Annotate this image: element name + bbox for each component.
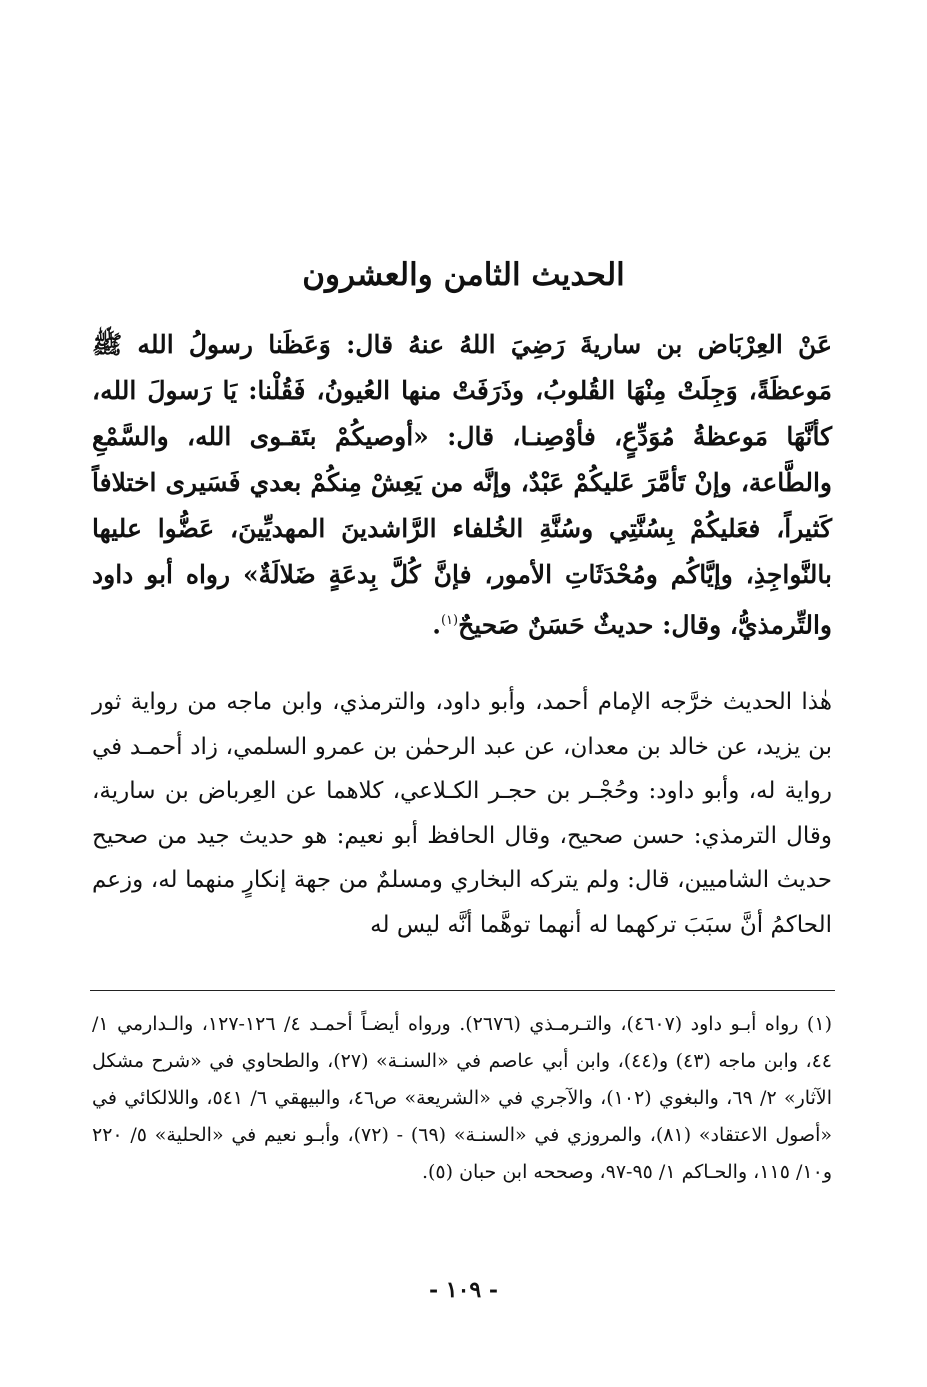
hadith-text [92, 322, 832, 648]
hadith-end-mark: . [432, 610, 441, 640]
footnote-text: (١) رواه أبـو داود (٤٦٠٧)، والتـرمـذي (٢٦٧٦). ورواه أيضـاً أحمـد ٤/ ١٢٦-١٢٧، والـدارمي ١/ ٤٤، وابن ماجه (٤٣) و(٤٤)، وابن أبي عاصم في «السنـة» (٢٧)، والطحاوي في «شرح مشكل الآثار» ٢/ ٦٩، والبغوي (١٠٢)، والآجري في «الشريعة» ص٤٦، والبيهقي ٦/ ٥٤١، واللالكائي في «أصول الاعتقاد» (٨١)، والمروزي في «السنـة» (٦٩) - (٧٢)، وأبـو نعيم في «الحلية» ٥/ ٢٢٠ و١٠/ ١١٥، والحـاكم ١/ ٩٥-٩٧، وصححه ابن حبان (٥). [92, 1013, 832, 1183]
page-number: - ١٠٩ - [428, 1277, 499, 1303]
footnote-reference: (١) [440, 613, 459, 628]
footnote-divider [90, 990, 835, 991]
commentary-paragraph: هٰذا الحديث خرَّجه الإمام أحمد، وأبو داود، والترمذي، وابن ماجه من رواية ثور بن يزيد، عن خالد بن معدان، عن عبد الرحمٰن بن عمرو السلمي، زاد أحمـد في رواية له، وأبو داود: وحُجْـر بن حجـر الكـلاعي، كلاهما عن العِرباض بن سارية، وقال الترمذي: حسن صحيح، وقال الحافظ أبو نعيم: هو حديث جيد من صحيح حديث الشاميين، قال: ولم يتركه البخاري ومسلمٌ من جهة إنكارٍ منهما له، وزعم الحاكمُ أنَّ سبَبَ تركهما له أنهما توهَّما أنَّه ليس له [92, 689, 832, 938]
hadith-body: عَنْ العِرْبَاض بن ساريةَ رَضِيَ اللهُ عنهُ قال: وَعَظَنا رسولُ الله ﷺ مَوعظَةً، وَجِلَتْ مِنْهَا القُلوبُ، وذَرَفَتْ منها العُيونُ، فَقُلْنا: يَا رَسولَ الله، كأنَّهَا مَوعظةُ مُوَدِّعٍ، فأوْصِنـا، قال: «أوصيكُمْ بتَقـوى الله، والسَّمْعِ والطَّاعة، وإنْ تَأمَّرَ عَليكُمْ عَبْدٌ، وإنَّه من يَعِشْ مِنكُمْ بعدي فَسَيرى اختلافاً كَثيراً، فعَليكُمْ بِسُنَّتِي وسُنَّةِ الخُلفاء الرَّاشدينَ المهديِّينَ، عَضُّوا عليها بالنَّواجِذِ، وإيَّاكُم ومُحْدَثَاتِ الأمور، فإنَّ كُلَّ بِدعَةٍ ضَلالَةٌ» رواه أبو داود والتِّرمذيُّ، وقال: حديثٌ حَسَنٌ صَحيحٌ [92, 330, 832, 640]
hadith-title: الحديث الثامن والعشرون [302, 257, 625, 293]
